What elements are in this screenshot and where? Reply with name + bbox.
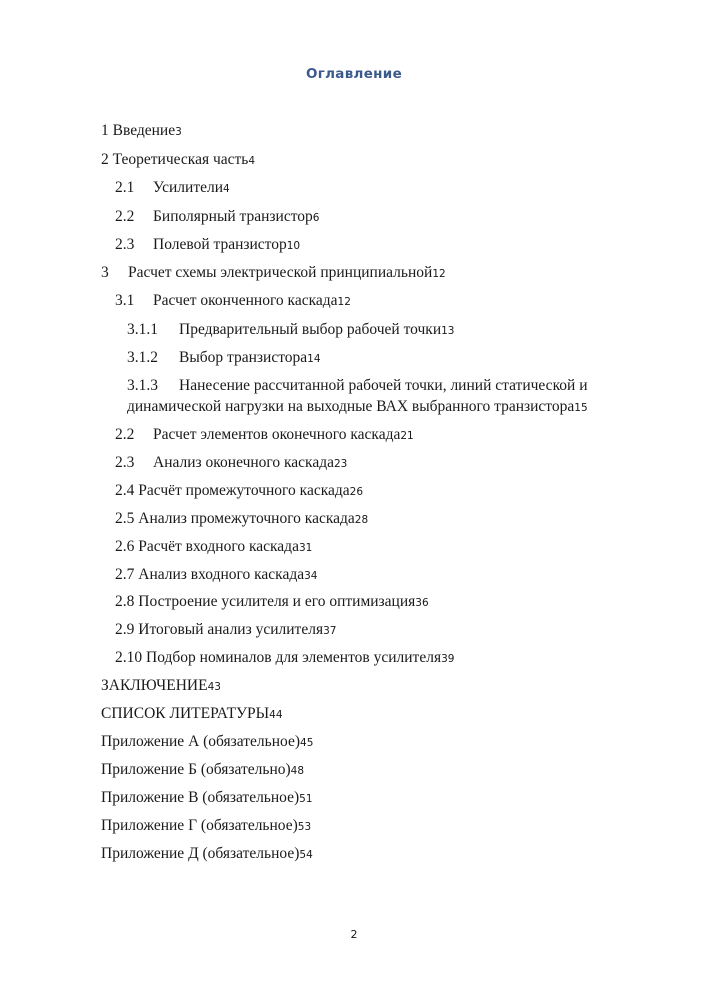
toc-entry-text: Приложение В (обязательное) — [101, 789, 300, 806]
toc-entry[interactable] — [115, 593, 429, 612]
toc-entry[interactable] — [101, 733, 313, 752]
toc-entry-text: Расчёт входного каскада — [138, 538, 299, 555]
toc-entry[interactable] — [115, 454, 347, 473]
toc-entry-text: Расчёт промежуточного каскада — [138, 482, 350, 499]
toc-entry-page: 4 — [223, 183, 230, 195]
toc-entry-page: 45 — [300, 737, 314, 749]
toc-entry[interactable] — [115, 649, 454, 668]
toc-entry-number: 2.5 — [115, 510, 135, 527]
toc-entry-text: Приложение Д (обязательное) — [101, 845, 300, 862]
toc-entry[interactable] — [115, 236, 300, 255]
toc-entry-number: 2.6 — [115, 538, 135, 555]
toc-entry[interactable] — [127, 321, 455, 340]
toc-entry-text: Выбор транзистора — [179, 349, 308, 366]
toc-entry-number: 3.1.1 — [127, 321, 158, 338]
toc-entry[interactable] — [101, 122, 182, 141]
toc-entry-page: 54 — [299, 849, 313, 861]
toc-entry[interactable] — [101, 705, 283, 724]
toc-entry[interactable] — [101, 845, 313, 864]
toc-entry-text: Полевой транзистор — [153, 236, 287, 253]
toc-entry-page: 43 — [207, 681, 221, 693]
toc-entry-number: 2.8 — [115, 593, 135, 610]
toc-entry-text: Построение усилителя и его оптимизация — [138, 593, 416, 610]
toc-entry-text: Расчет оконченного каскада — [153, 292, 338, 309]
toc-entry-number: 2.4 — [115, 482, 135, 499]
toc-entry-number: 3.1.3 — [127, 377, 158, 394]
toc-entry-text: Итоговый анализ усилителя — [138, 621, 324, 638]
toc-entry[interactable] — [115, 621, 336, 640]
toc-entry[interactable] — [115, 208, 319, 227]
toc-entry-number: 2.10 — [115, 649, 143, 666]
toc-entry-page: 12 — [432, 268, 446, 280]
toc-entry-number: 3.1.2 — [127, 349, 158, 366]
toc-entry-text: ЗАКЛЮЧЕНИЕ — [101, 677, 208, 694]
toc-entry-text: Приложение А (обязательное) — [101, 733, 301, 750]
page-number: 2 — [350, 928, 358, 941]
toc-entry-text: Теоретическая часть — [112, 151, 249, 168]
toc-entry-page: 51 — [299, 793, 313, 805]
toc-entry[interactable] — [115, 292, 351, 311]
toc-entry-text: Предварительный выбор рабочей точки — [179, 321, 442, 338]
toc-entry[interactable] — [101, 264, 446, 283]
toc-title: Оглавление — [305, 66, 403, 82]
toc-entry-text: Биполярный транзистор — [153, 208, 313, 225]
toc-entry-page: 36 — [415, 597, 429, 609]
toc-entry-text: Анализ промежуточного каскада — [138, 510, 355, 527]
toc-entry-text: Анализ входного каскада — [138, 566, 305, 583]
toc-entry-page: 34 — [304, 570, 318, 582]
toc-entry-page: 10 — [286, 240, 301, 252]
toc-entry[interactable] — [101, 817, 311, 836]
toc-entry-page: 21 — [400, 430, 414, 442]
toc-entry-number: 2.1 — [115, 179, 135, 196]
toc-entry-page: 48 — [290, 765, 305, 777]
toc-entry-page: 26 — [349, 486, 364, 498]
toc-entry[interactable] — [115, 482, 363, 501]
toc-entry-number: 2.2 — [115, 426, 135, 443]
toc-entry-text: Анализ оконечного каскада — [153, 454, 334, 471]
toc-entry-text: Расчет элементов оконечного каскада — [153, 426, 401, 443]
toc-entry-text: Приложение Б (обязательно) — [101, 761, 291, 778]
toc-entry[interactable] — [115, 426, 414, 445]
toc-entry-page: 4 — [248, 155, 256, 167]
toc-entry-number: 2 — [101, 151, 109, 168]
toc-entry-number: 2.9 — [115, 621, 135, 638]
toc-entry-page: 12 — [337, 296, 351, 308]
toc-entry-page: 6 — [312, 212, 320, 224]
toc-entry-text: динамической нагрузки на выходные ВАХ выбранного транзистора — [127, 398, 575, 415]
toc-entry[interactable] — [127, 349, 321, 368]
toc-entry-number: 2.3 — [115, 236, 135, 253]
toc-entry[interactable] — [115, 179, 230, 198]
toc-entry-page: 14 — [307, 353, 321, 365]
toc-entry-page: 53 — [297, 821, 312, 833]
toc-entry-page: 13 — [441, 325, 455, 337]
toc-entry[interactable] — [101, 677, 221, 696]
toc-entry[interactable] — [115, 538, 312, 557]
toc-entry-text: Приложение Г (обязательное) — [101, 817, 298, 834]
toc-entry-text: Подбор номиналов для элементов усилителя — [146, 649, 442, 666]
toc-entry[interactable] — [127, 377, 588, 395]
toc-entry[interactable] — [115, 566, 317, 585]
toc-entry-text: СПИСОК ЛИТЕРАТУРЫ — [101, 705, 270, 722]
toc-entry-text: Введение — [112, 122, 176, 139]
toc-entry[interactable] — [115, 510, 368, 529]
toc-entry-number: 2.3 — [115, 454, 135, 471]
toc-entry-page: 3 — [175, 126, 182, 138]
toc-entry-number: 3 — [101, 264, 109, 281]
toc-entry-page: 31 — [298, 542, 313, 554]
toc-entry-number: 1 — [101, 122, 109, 139]
toc-entry[interactable] — [101, 761, 304, 780]
toc-entry-text: Усилители — [153, 179, 223, 196]
toc-entry-page: 39 — [441, 653, 455, 665]
toc-entry[interactable] — [101, 151, 255, 170]
toc-entry[interactable] — [101, 789, 313, 808]
toc-entry-continuation[interactable] — [127, 398, 588, 417]
toc-entry-page: 37 — [323, 625, 337, 637]
toc-entry-number: 2.2 — [115, 208, 135, 225]
toc-entry-number: 3.1 — [115, 292, 135, 309]
toc-entry-page: 44 — [269, 709, 283, 721]
toc-entry-page: 15 — [574, 402, 588, 414]
toc-entry-text: Расчет схемы электрической принципиальной — [128, 264, 433, 281]
toc-entry-page: 28 — [354, 514, 369, 526]
toc-entry-page: 23 — [334, 458, 348, 470]
toc-entry-number: 2.7 — [115, 566, 135, 583]
toc-entry-text: Нанесение рассчитанной рабочей точки, линий статической и — [179, 377, 588, 394]
